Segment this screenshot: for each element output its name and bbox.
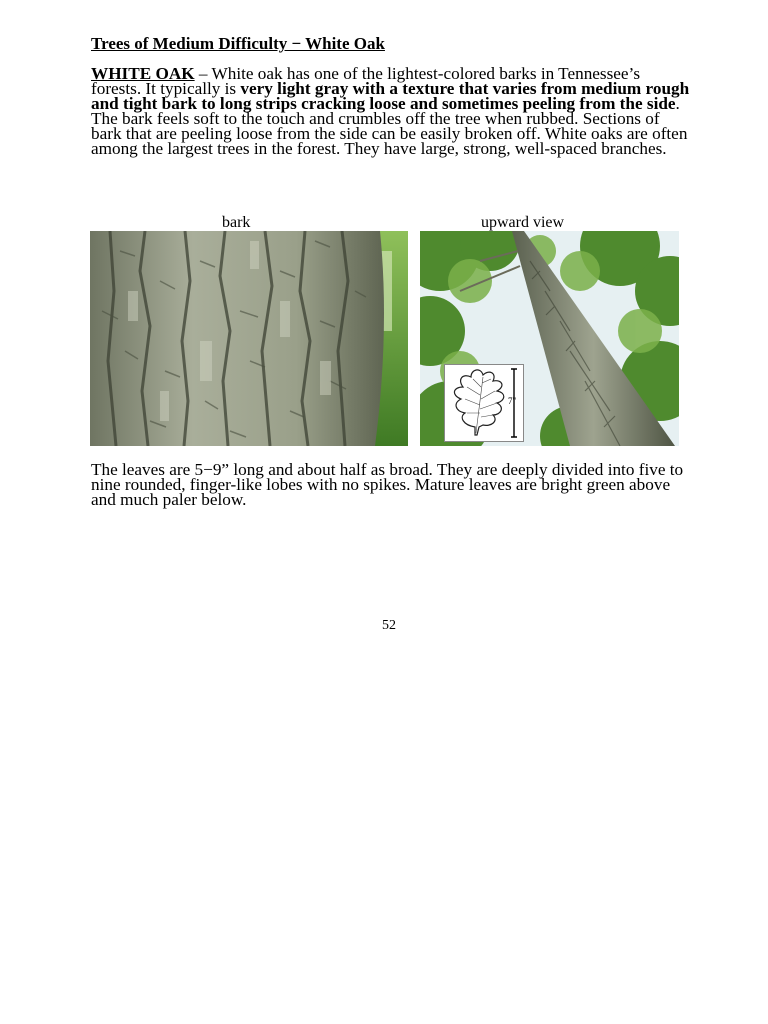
description-bold: very light gray with a texture that varies from medium rough and tight bark to long strips cracking loose and sometimes peeling from the side (91, 79, 690, 113)
caption-bark: bark (222, 214, 251, 231)
bark-photo (90, 231, 408, 446)
oak-leaf-icon (454, 370, 503, 435)
page-number: 52 (382, 618, 396, 633)
leaf-description: The leaves are 5−9” long and about half as broad. They are deeply divided into five to nine rounded, finger-like lobes with no spikes. Mature leaves are bright green above and much paler below. (91, 460, 684, 509)
page-heading: Trees of Medium Difficulty − White Oak (91, 34, 385, 53)
description-intro: – White oak has one of the lightest-colored barks in Tennessee’s forests. It typically is (91, 64, 641, 98)
description-rest: . The bark feels soft to the touch and crumbles off the tree when rubbed. Sections of bark that are peeling loose from the side can be easily broken off. White oaks are often among the largest trees in the forest. They have large, strong, well-spaced branches. (91, 94, 688, 158)
white-oak-description (91, 66, 691, 156)
white-oak-term: WHITE OAK (91, 64, 195, 83)
caption-upward-view: upward view (481, 214, 565, 231)
leaf-measurement-label: 7" (508, 396, 517, 406)
